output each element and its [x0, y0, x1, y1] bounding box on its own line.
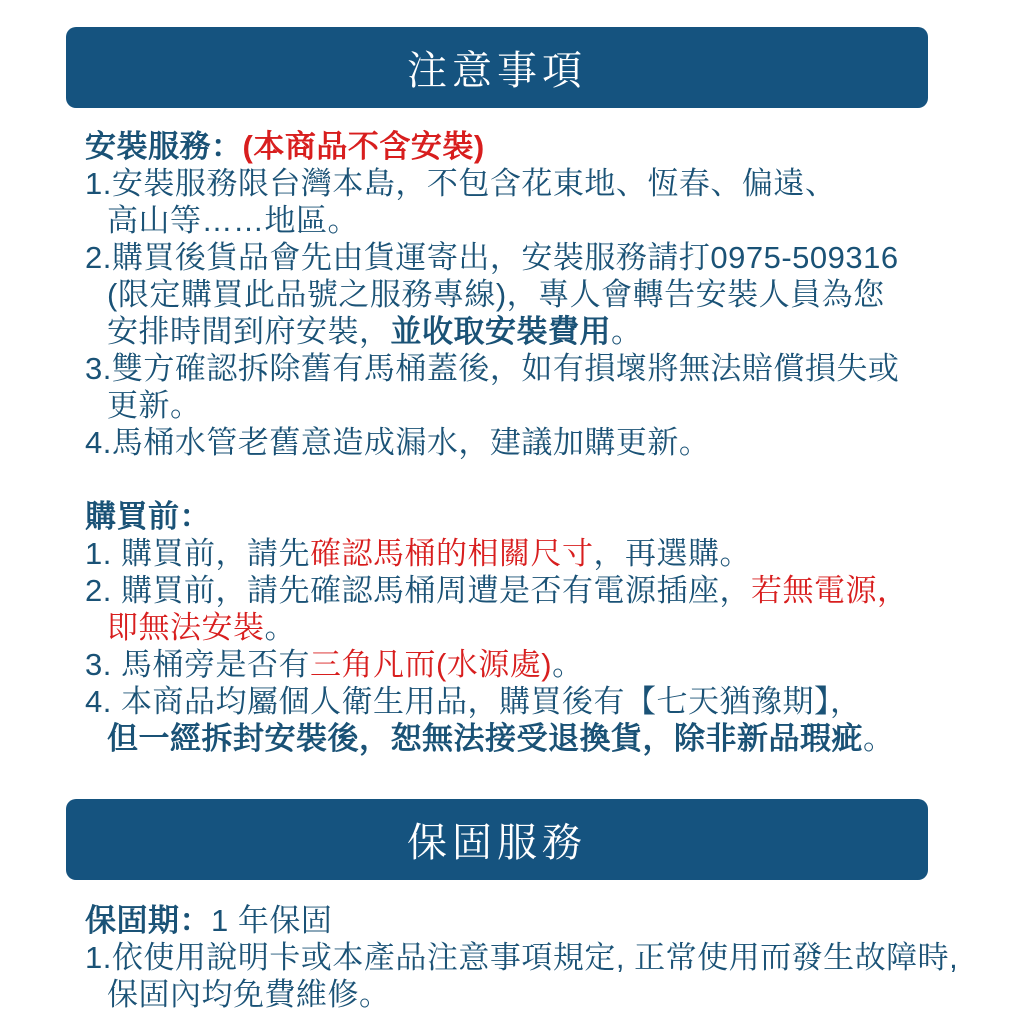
text-segment: 並收取安裝費用 — [390, 314, 611, 349]
text-line — [85, 128, 984, 165]
text-line — [85, 165, 984, 202]
text-segment: 安裝服務： — [85, 129, 243, 164]
text-segment: 。 — [611, 314, 643, 349]
text-line — [85, 239, 984, 276]
text-line — [85, 609, 984, 646]
text-line — [85, 720, 984, 757]
text-segment: 保固內均免費維修。 — [107, 977, 391, 1012]
text-segment: 。 — [552, 647, 584, 682]
text-segment: 1.安裝服務限台灣本島，不包含花東地、恆春、偏遠、 — [85, 166, 837, 201]
text-segment: 確認馬桶的相關尺寸 — [309, 536, 594, 571]
text-segment: 高山等……地區。 — [107, 203, 359, 238]
text-line — [85, 535, 984, 572]
text-segment: 1 年保固 — [211, 903, 333, 938]
warranty-header-bar — [66, 799, 928, 880]
text-segment: ，再選購。 — [593, 536, 751, 571]
text-line — [85, 646, 984, 683]
text-segment: 4.馬桶水管老舊意造成漏水，建議加購更新。 — [85, 425, 711, 460]
warranty-text-block — [85, 902, 984, 1013]
text-segment: 若無電源， — [750, 573, 909, 608]
text-line — [85, 572, 984, 609]
text-segment: 但一經拆封安裝後，恕無法接受退換貨，除非新品瑕疵 — [107, 721, 863, 756]
text-line — [85, 350, 984, 387]
text-segment: 安排時間到府安裝， — [107, 314, 391, 349]
text-segment: (限定購買此品號之服務專線)，專人會轉告安裝人員為您 — [107, 277, 885, 312]
text-segment: 。 — [863, 721, 895, 756]
text-line — [85, 424, 984, 461]
notice-header-bar — [66, 27, 928, 108]
text-line — [85, 683, 984, 720]
text-segment: 2. 購買前，請先確認馬桶周遭是否有電源插座， — [85, 573, 751, 608]
text-segment: 3.雙方確認拆除舊有馬桶蓋後，如有損壞將無法賠償損失或 — [85, 351, 900, 386]
text-segment: 即無法安裝 — [107, 610, 265, 645]
text-line — [85, 976, 984, 1013]
text-line — [85, 902, 984, 939]
text-segment: 更新。 — [107, 388, 202, 423]
notice-text-block — [85, 128, 984, 757]
warranty-header-title: 保固服務 — [407, 821, 587, 865]
notice-header-title: 注意事項 — [407, 49, 587, 93]
text-line — [85, 498, 984, 535]
text-segment: 購買前： — [85, 499, 211, 534]
text-line — [85, 202, 984, 239]
text-segment: 3. 馬桶旁是否有 — [85, 647, 310, 682]
text-segment: 三角凡而(水源處) — [309, 647, 553, 682]
text-line — [85, 387, 984, 424]
text-segment: 1.依使用說明卡或本產品注意事項規定, 正常使用而發生故障時, — [85, 940, 959, 975]
text-line — [85, 313, 984, 350]
text-segment: 保固期： — [85, 903, 211, 938]
text-line — [85, 276, 984, 313]
text-segment: 4. 本商品均屬個人衛生用品，購買後有【七天猶豫期】， — [85, 684, 862, 719]
text-segment: 1. 購買前，請先 — [85, 536, 310, 571]
text-segment: 。 — [264, 610, 296, 645]
text-segment: 2.購買後貨品會先由貨運寄出，安裝服務請打0975-509316 — [85, 240, 899, 275]
text-line — [85, 939, 984, 976]
text-segment: (本商品不含安裝) — [242, 129, 485, 164]
